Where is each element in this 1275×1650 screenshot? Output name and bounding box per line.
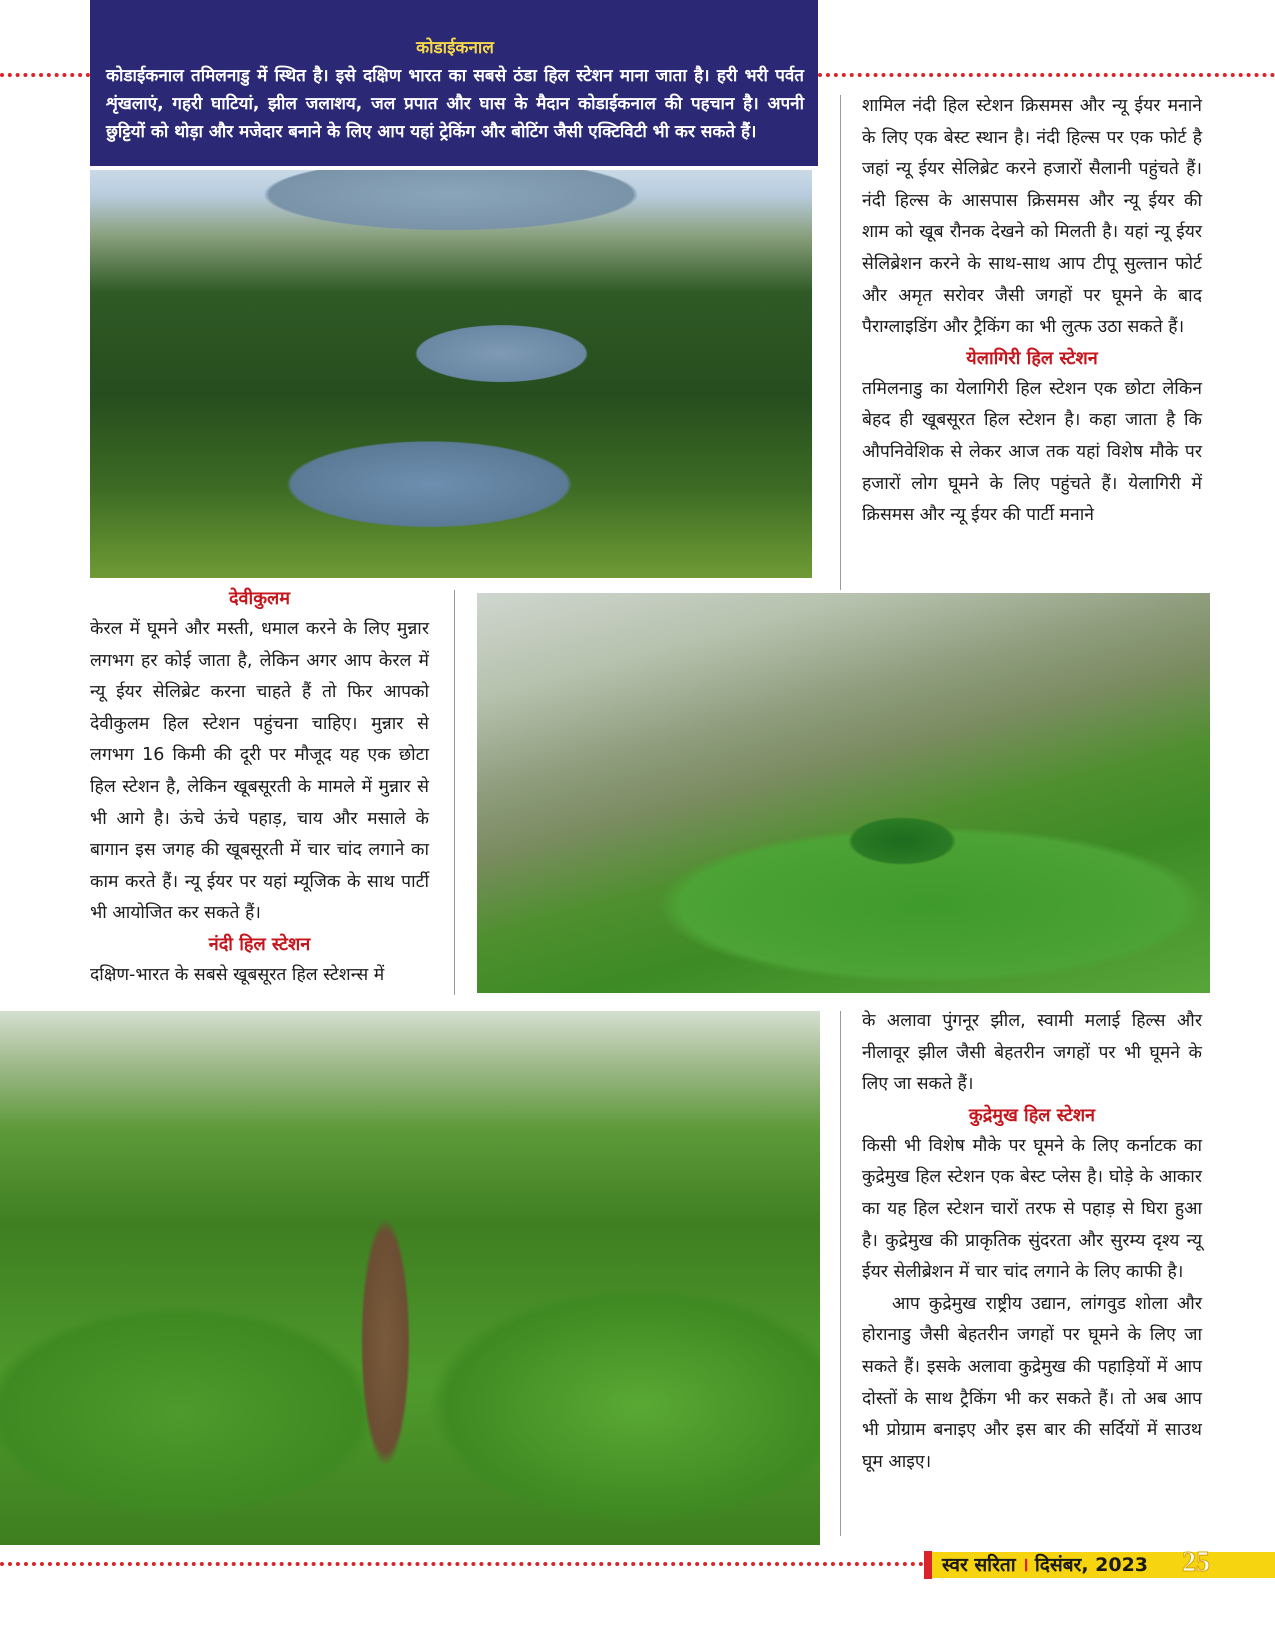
devikulam-heading: देवीकुलम <box>228 588 291 609</box>
magazine-name: स्वर सरिता <box>942 1554 1016 1576</box>
bottom-dotted-rule <box>0 1562 924 1566</box>
yelagiri-paragraph: तमिलनाडु का येलागिरी हिल स्टेशन एक छोटा लेकिन बेहद ही खूबसूरत हिल स्टेशन है। कहा जाता है कि औपनिवेशिक से लेकर आज तक यहां विशेष मौके पर हजारों लोग घूमने के लिए पहुंचते हैं। येलागिरी में क्रिसमस और न्यू ईयर की पार्टी मनाने <box>862 378 1202 526</box>
page-number: 25 <box>1182 1547 1210 1578</box>
top-dotted-rule-right <box>818 73 1275 77</box>
kodaikanal-lake-photo <box>90 170 812 578</box>
kudremukh-paragraph-2: आप कुद्रेमुख राष्ट्रीय उद्यान, लांगवुड शोला और होरानाडु जैसी बेहतरीन जगहों पर घूमने के लिए जा सकते हैं। इसके अलावा कुद्रेमुख की पहाड़ियों में आप दोस्तों के साथ ट्रैकिंग भी कर सकते हैं। तो अब आप भी प्रोग्राम बनाइए और इस बार की सर्दियों में साउथ घूम आइए। <box>862 1293 1202 1472</box>
footer-text <box>942 1552 1148 1578</box>
devikulam-paragraph: केरल में घूमने और मस्ती, धमाल करने के लिए मुन्नार लगभग हर कोई जाता है, लेकिन अगर आप केरल में न्यू ईयर सेलिब्रेट करना चाहते हैं तो फिर आपको देवीकुलम हिल स्टेशन पहुंचना चाहिए। मुन्नार से लगभग 16 किमी की दूरी पर मौजूद यह एक छोटा हिल स्टेशन है, लेकिन खूबसूरती के मामले में मुन्नार से भी आगे है। ऊंचे ऊंचे पहाड़, चाय और मसाले के बागान इस जगह की खूबसूरती में चार चांद लगाने का काम करते हैं। न्यू ईयर पर यहां म्यूजिक के साथ पार्टी भी आयोजित कर सकते हैं। <box>90 619 429 924</box>
tea-plantation-photo <box>0 1011 820 1545</box>
top-dotted-rule-left <box>0 73 90 77</box>
left-column-middle <box>90 584 429 992</box>
intro-title: कोडाईकनाल <box>416 38 494 58</box>
intro-box <box>90 0 818 166</box>
issue-date: दिसंबर, 2023 <box>1034 1554 1149 1576</box>
column-divider-right-top <box>840 95 841 590</box>
nandi-hills-paragraph: शामिल नंदी हिल स्टेशन क्रिसमस और न्यू ईयर मनाने के लिए एक बेस्ट स्थान है। नंदी हिल्स पर एक फोर्ट है जहां न्यू ईयर सेलिब्रेट करने हजारों सैलानी पहुंचते हैं। नंदी हिल्स के आसपास क्रिसमस और न्यू ईयर की शाम को खूब रौनक देखने को मिलती है। यहां न्यू ईयर सेलिब्रेशन करने के साथ-साथ आप टीपू सुल्तान फोर्ट और अमृत सरोवर जैसी जगहों पर घूमने के बाद पैराग्लाइडिंग और ट्रैकिंग का भी लुत्फ उठा सकते हैं। <box>862 96 1202 338</box>
kudremukh-paragraph: किसी भी विशेष मौके पर घूमने के लिए कर्नाटक का कुद्रेमुख हिल स्टेशन एक बेस्ट प्लेस है। घोड़े के आकार का यह हिल स्टेशन चारों तरफ से पहाड़ से घिरा हुआ है। कुद्रेमुख की प्राकृतिक सुंदरता और सुरम्य दृश्य न्यू ईयर सेलीब्रेशन में चार चांद लगाने के लिए काफी है। <box>862 1135 1202 1283</box>
nandi-paragraph-start: दक्षिण-भारत के सबसे खूबसूरत हिल स्टेशन्स में <box>90 964 385 985</box>
nandi-heading: नंदी हिल स्टेशन <box>208 933 311 955</box>
right-column-top <box>862 91 1202 532</box>
hill-garden-photo <box>477 593 1210 993</box>
column-divider-middle <box>454 590 455 995</box>
kudremukh-heading: कुद्रेमुख हिल स्टेशन <box>968 1104 1096 1126</box>
intro-text: कोडाईकनाल तमिलनाडु में स्थित है। इसे दक्षिण भारत का सबसे ठंडा हिल स्टेशन माना जाता है। हरी भरी पर्वत शृंखलाएं, गहरी घाटियां, झील जलाशय, जल प्रपात और घास के मैदान कोडाईकनाल की पहचान है। अपनी छुट्टियों को थोड़ा और मजेदार बनाने के लिए आप यहां ट्रेकिंग और बोटिंग जैसी एक्टिविटी भी कर सकते हैं। <box>106 66 804 142</box>
yelagiri-paragraph-continued: के अलावा पुंगनूर झील, स्वामी मलाई हिल्स और नीलावूर झील जैसी बेहतरीन जगहों पर भी घूमने के लिए जा सकते हैं। <box>862 1011 1202 1095</box>
column-divider-right-bottom <box>840 1011 841 1536</box>
footer-red-marker <box>924 1551 932 1579</box>
right-column-bottom <box>862 1006 1202 1478</box>
yelagiri-heading: येलागिरी हिल स्टेशन <box>966 347 1098 369</box>
footer-separator: । <box>1021 1554 1029 1576</box>
